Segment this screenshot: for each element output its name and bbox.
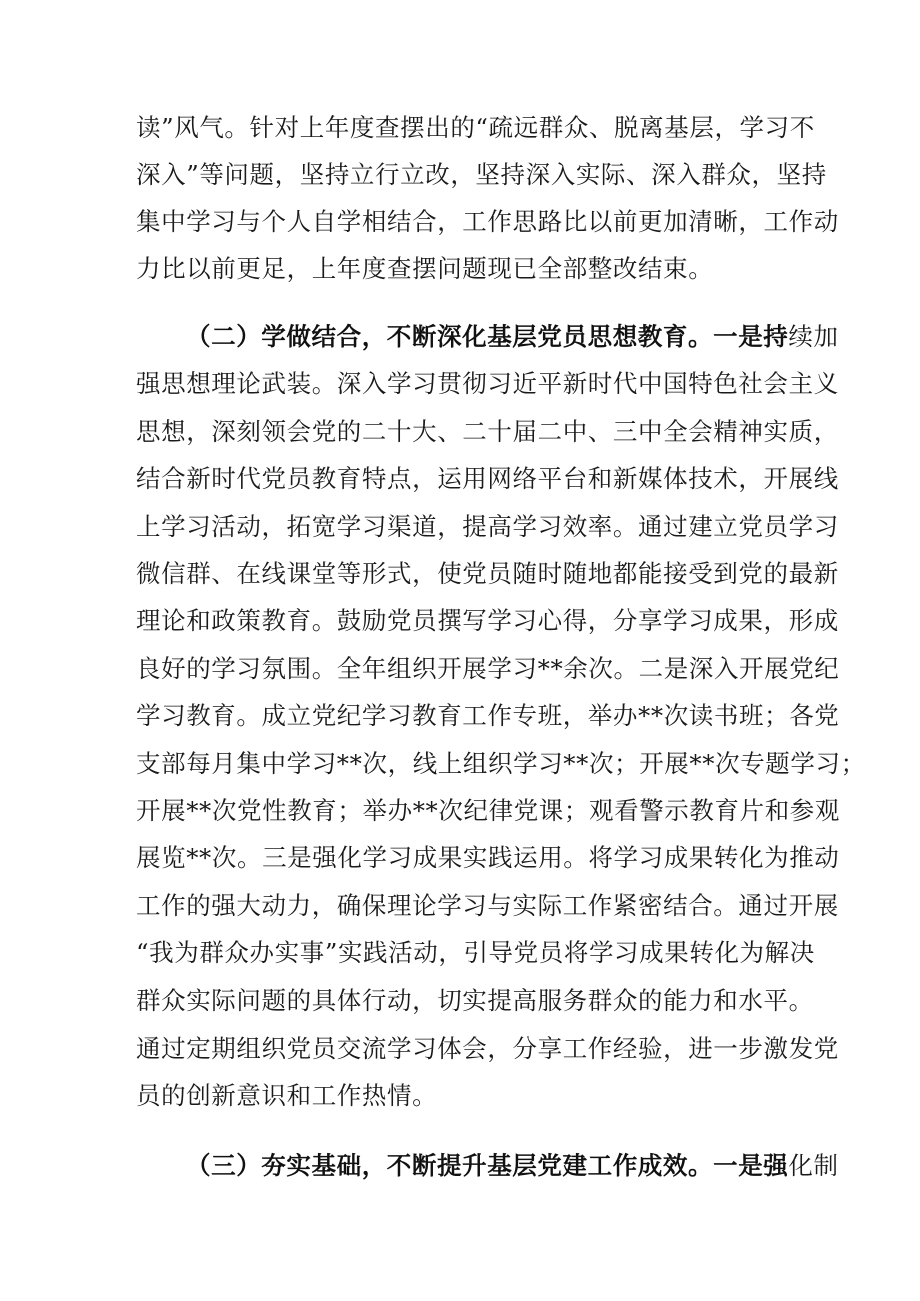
- section-heading-3: [186, 1151, 839, 1181]
- heading-bold-text: （二）学做结合，不断深化基层党员思想教育。一是持: [186, 322, 789, 351]
- text-line: 展览**次。三是强化学习成果实践运用。将学习成果转化为推动: [136, 843, 840, 872]
- text-line: 读”风气。针对上年度查摆出的“疏远群众、脱离基层，学习不: [136, 113, 815, 142]
- text-line: 理论和政策教育。鼓励党员撰写学习心得，分享学习成果，形成: [136, 606, 839, 635]
- text-line: 思想，深刻领会党的二十大、二十届二中、三中全会精神实质，: [136, 417, 839, 446]
- text-line: 良好的学习氛围。全年组织开展学习**余次。二是深入开展党纪: [136, 654, 840, 683]
- text-line: 上学习活动，拓宽学习渠道，提高学习效率。通过建立党员学习: [136, 512, 839, 541]
- text-line: 深入”等问题，坚持立行立改，坚持深入实际、深入群众，坚持: [136, 160, 827, 189]
- text-line: 强思想理论武装。深入学习贯彻习近平新时代中国特色社会主义: [136, 369, 839, 398]
- text-line: 力比以前更足，上年度查摆问题现已全部整改结束。: [136, 254, 714, 283]
- text-line: 工作的强大动力，确保理论学习与实际工作紧密结合。通过开展: [136, 891, 839, 920]
- heading-tail-text: 续加: [788, 322, 839, 351]
- text-line: 微信群、在线课堂等形式，使党员随时随地都能接受到党的最新: [136, 559, 839, 588]
- section-heading-2: [186, 322, 839, 352]
- heading-bold-text: （三）夯实基础，不断提升基层党建工作成效。一是强: [186, 1151, 789, 1180]
- text-line: 开展**次党性教育；举办**次纪律党课；观看警示教育片和参观: [136, 796, 840, 825]
- text-line: 通过定期组织党员交流学习体会，分享工作经验，进一步激发党: [136, 1034, 839, 1063]
- text-line: “我为群众办实事”实践活动，引导党员将学习成果转化为解决: [136, 938, 815, 967]
- heading-tail-text: 化制: [788, 1151, 839, 1180]
- text-line: 集中学习与个人自学相结合，工作思路比以前更加清晰，工作动: [136, 207, 839, 236]
- text-line: 群众实际问题的具体行动，切实提高服务群众的能力和水平。: [136, 986, 814, 1015]
- text-line: 学习教育。成立党纪学习教育工作专班，举办**次读书班；各党: [136, 701, 840, 730]
- text-line: 员的创新意识和工作热情。: [136, 1081, 438, 1110]
- text-line: 结合新时代党员教育特点，运用网络平台和新媒体技术，开展线: [136, 464, 839, 493]
- text-line: 支部每月集中学习**次，线上组织学习**次；开展**次专题学习；: [136, 749, 866, 778]
